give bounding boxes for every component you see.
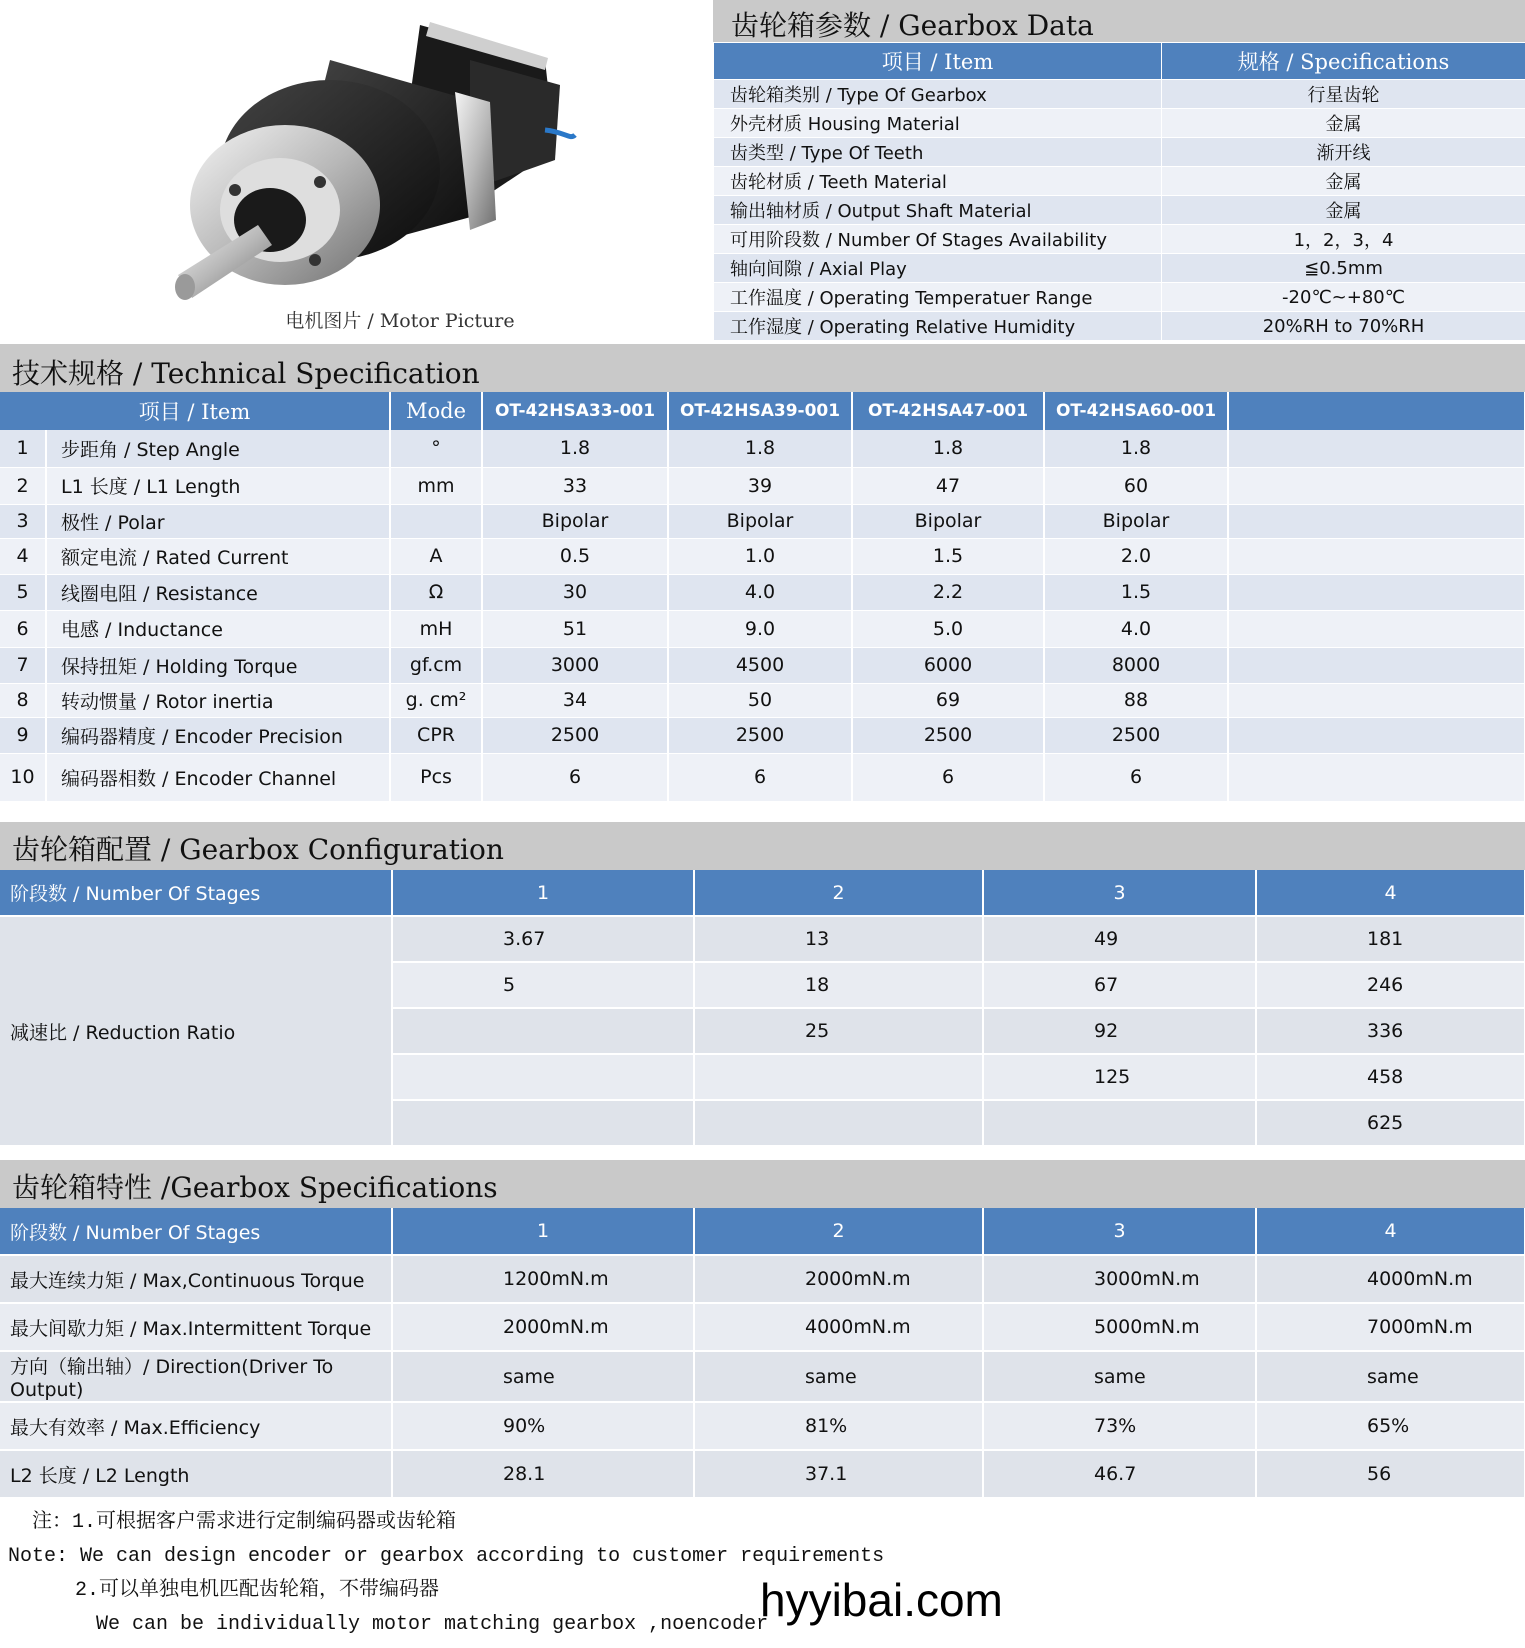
ts-row-number: 7: [0, 647, 46, 683]
gd-item: 齿类型 / Type Of Teeth: [714, 138, 1162, 167]
gc-ratio-value: [392, 1100, 694, 1146]
watermark-text: hyyibai.com: [760, 1574, 1003, 1626]
gd-spec: ≦0.5mm: [1162, 254, 1525, 283]
gs-row: [0, 1402, 1525, 1450]
ts-row-number: 1: [0, 430, 46, 467]
gc-ratio-value: 25: [694, 1008, 983, 1054]
gc-ratio-value: [694, 1100, 983, 1146]
gc-ratio-value: [983, 1100, 1256, 1146]
gs-value: 56: [1256, 1450, 1525, 1498]
ts-item: L1 长度 / L1 Length: [46, 467, 390, 504]
gd-spec: 行星齿轮: [1162, 80, 1525, 109]
ts-value: 88: [1044, 683, 1228, 717]
gd-item: 工作温度 / Operating Temperatuer Range: [714, 283, 1162, 312]
motor-caption: 电机图片 / Motor Picture: [285, 310, 515, 332]
ts-empty-cell: [1228, 753, 1525, 801]
gd-spec: 渐开线: [1162, 138, 1525, 167]
gc-ratio-value: 625: [1256, 1100, 1525, 1146]
ts-empty-cell: [1228, 467, 1525, 504]
gearbox-data-row: [714, 225, 1525, 254]
ts-empty-cell: [1228, 717, 1525, 753]
gs-value: 7000mN.m: [1256, 1303, 1525, 1351]
ts-item: 转动惯量 / Rotor inertia: [46, 683, 390, 717]
tech-spec-row: [0, 717, 1525, 753]
note-line-1: 注：1.可根据客户需求进行定制编码器或齿轮箱: [32, 1511, 457, 1534]
gs-value: 37.1: [694, 1450, 983, 1498]
gc-ratio-value: 3.67: [392, 916, 694, 962]
gs-value: 5000mN.m: [983, 1303, 1256, 1351]
gearbox-data-row: [714, 254, 1525, 283]
gs-stages-label: 阶段数 / Number Of Stages: [0, 1208, 392, 1255]
gc-ratio-value: [392, 1054, 694, 1100]
note-line-4: We can be individually motor matching gearbox ,noencoder: [96, 1613, 769, 1636]
ts-value: 0.5: [482, 538, 668, 574]
gs-row: [0, 1351, 1525, 1402]
ts-value: 1.8: [1044, 430, 1228, 467]
gs-value: 28.1: [392, 1450, 694, 1498]
ts-mode: gf.cm: [390, 647, 482, 683]
ts-col-item: 项目 / Item: [0, 392, 390, 430]
gs-stage: 1: [392, 1208, 694, 1255]
ts-row-number: 8: [0, 683, 46, 717]
gearbox-spec-table: [0, 1208, 1525, 1499]
ts-col-mode: Mode: [390, 392, 482, 430]
ts-value: 2.2: [852, 574, 1044, 610]
motor-image: [0, 0, 712, 320]
ts-value: 6: [1044, 753, 1228, 801]
gearbox-data-row: [714, 138, 1525, 167]
ts-value: 60: [1044, 467, 1228, 504]
ts-row-number: 5: [0, 574, 46, 610]
gc-ratio-value: 49: [983, 916, 1256, 962]
gc-ratio-value: 458: [1256, 1054, 1525, 1100]
gc-ratio-label: 减速比 / Reduction Ratio: [0, 916, 392, 1146]
ts-mode: mm: [390, 467, 482, 504]
ts-value: 2500: [668, 717, 852, 753]
tech-spec-row: [0, 610, 1525, 647]
gs-value: 65%: [1256, 1402, 1525, 1450]
gd-item: 工作湿度 / Operating Relative Humidity: [714, 312, 1162, 341]
ts-value: 30: [482, 574, 668, 610]
gd-item: 齿轮箱类别 / Type Of Gearbox: [714, 80, 1162, 109]
col-header-item: 项目 / Item: [714, 43, 1162, 80]
motor-picture-area: [0, 0, 712, 340]
tech-spec-row: [0, 504, 1525, 538]
ts-value: 6: [668, 753, 852, 801]
ts-item: 编码器相数 / Encoder Channel: [46, 753, 390, 801]
ts-row-number: 2: [0, 467, 46, 504]
ts-col-model-2: OT-42HSA39-001: [668, 392, 852, 430]
gc-ratio-value: 336: [1256, 1008, 1525, 1054]
gs-value: 3000mN.m: [983, 1255, 1256, 1303]
gd-item: 输出轴材质 / Output Shaft Material: [714, 196, 1162, 225]
tech-spec-title: 技术规格 / Technical Specification: [12, 357, 480, 390]
ts-empty-cell: [1228, 610, 1525, 647]
note-line-2: Note: We can design encoder or gearbox according to customer requirements: [8, 1545, 885, 1568]
gs-row-label: L2 长度 / L2 Length: [0, 1450, 392, 1498]
gs-value: same: [392, 1351, 694, 1402]
ts-empty-cell: [1228, 574, 1525, 610]
note-line-3: 2.可以单独电机匹配齿轮箱，不带编码器: [75, 1579, 440, 1602]
ts-value: 8000: [1044, 647, 1228, 683]
gs-row: [0, 1303, 1525, 1351]
ts-value: 1.8: [668, 430, 852, 467]
ts-col-model-4: OT-42HSA60-001: [1044, 392, 1228, 430]
gd-spec: 20%RH to 70%RH: [1162, 312, 1525, 341]
gearbox-spec-body: [0, 1208, 1525, 1498]
ts-mode: A: [390, 538, 482, 574]
ts-row-number: 6: [0, 610, 46, 647]
col-header-spec: 规格 / Specifications: [1162, 43, 1525, 80]
ts-mode: [390, 504, 482, 538]
gearbox-data-body: [714, 80, 1525, 341]
tech-spec-row: [0, 467, 1525, 504]
gearbox-data-row: [714, 283, 1525, 312]
tech-spec-row: [0, 430, 1525, 467]
gd-spec: -20℃~+80℃: [1162, 283, 1525, 312]
ts-value: Bipolar: [1044, 504, 1228, 538]
ts-value: 3000: [482, 647, 668, 683]
tech-spec-body: [0, 430, 1525, 801]
gs-value: 2000mN.m: [694, 1255, 983, 1303]
ts-value: 39: [668, 467, 852, 504]
ts-item: 线圈电阻 / Resistance: [46, 574, 390, 610]
gearbox-data-row: [714, 167, 1525, 196]
ts-empty-cell: [1228, 430, 1525, 467]
ts-empty-cell: [1228, 683, 1525, 717]
tech-spec-row: [0, 683, 1525, 717]
tech-spec-row: [0, 647, 1525, 683]
gc-ratio-value: 18: [694, 962, 983, 1008]
gs-row-label: 最大间歇力矩 / Max.Intermittent Torque: [0, 1303, 392, 1351]
gc-stages-label: 阶段数 / Number Of Stages: [0, 870, 392, 916]
ts-mode: CPR: [390, 717, 482, 753]
ts-value: 4.0: [1044, 610, 1228, 647]
ts-mode: g. cm²: [390, 683, 482, 717]
gearbox-data-row: [714, 109, 1525, 138]
ts-item: 电感 / Inductance: [46, 610, 390, 647]
gc-stage: 2: [694, 870, 983, 916]
ts-value: 51: [482, 610, 668, 647]
ts-item: 额定电流 / Rated Current: [46, 538, 390, 574]
ts-value: 4500: [668, 647, 852, 683]
gs-value: 4000mN.m: [694, 1303, 983, 1351]
ts-value: 69: [852, 683, 1044, 717]
gearbox-data-table: [713, 42, 1525, 341]
tech-spec-table: [0, 392, 1525, 802]
gd-spec: 1，2，3，4: [1162, 225, 1525, 254]
gs-value: 4000mN.m: [1256, 1255, 1525, 1303]
gearbox-data-title: 齿轮箱参数 / Gearbox Data: [731, 9, 1094, 42]
gc-ratio-value: 246: [1256, 962, 1525, 1008]
gc-ratio-value: 67: [983, 962, 1256, 1008]
tech-spec-row: [0, 538, 1525, 574]
gs-value: same: [1256, 1351, 1525, 1402]
gs-stage: 3: [983, 1208, 1256, 1255]
gs-value: 46.7: [983, 1450, 1256, 1498]
gc-stage: 1: [392, 870, 694, 916]
gs-value: 73%: [983, 1402, 1256, 1450]
gearbox-spec-title: 齿轮箱特性 /Gearbox Specifications: [12, 1171, 498, 1204]
gc-ratio-value: 125: [983, 1054, 1256, 1100]
ts-row-number: 4: [0, 538, 46, 574]
ts-mode: mH: [390, 610, 482, 647]
ts-value: 1.5: [852, 538, 1044, 574]
gearbox-config-body: [0, 870, 1525, 1146]
gs-stages-row: [0, 1208, 1525, 1255]
ts-col-model-3: OT-42HSA47-001: [852, 392, 1044, 430]
gs-value: 90%: [392, 1402, 694, 1450]
gc-ratio-value: 92: [983, 1008, 1256, 1054]
ts-value: 1.8: [852, 430, 1044, 467]
gd-spec: 金属: [1162, 196, 1525, 225]
ts-value: 1.8: [482, 430, 668, 467]
gs-value: 81%: [694, 1402, 983, 1450]
gc-stage: 4: [1256, 870, 1525, 916]
ts-value: 6: [482, 753, 668, 801]
ts-value: 2500: [1044, 717, 1228, 753]
ts-value: 5.0: [852, 610, 1044, 647]
ts-value: 47: [852, 467, 1044, 504]
ts-col-model-1: OT-42HSA33-001: [482, 392, 668, 430]
ts-value: 1.0: [668, 538, 852, 574]
gs-row-label: 最大连续力矩 / Max,Continuous Torque: [0, 1255, 392, 1303]
gs-stage: 4: [1256, 1208, 1525, 1255]
ts-empty-cell: [1228, 647, 1525, 683]
ts-value: 1.5: [1044, 574, 1228, 610]
ts-item: 保持扭矩 / Holding Torque: [46, 647, 390, 683]
ts-value: 50: [668, 683, 852, 717]
gs-value: 2000mN.m: [392, 1303, 694, 1351]
ts-value: 2.0: [1044, 538, 1228, 574]
ts-row-number: 3: [0, 504, 46, 538]
ts-empty-cell: [1228, 538, 1525, 574]
gs-row: [0, 1255, 1525, 1303]
ts-item: 步距角 / Step Angle: [46, 430, 390, 467]
ts-value: 2500: [852, 717, 1044, 753]
ts-col-empty: [1228, 392, 1525, 430]
gc-ratio-row: [0, 916, 1525, 962]
gearbox-data-row: [714, 196, 1525, 225]
ts-value: 9.0: [668, 610, 852, 647]
gs-value: 1200mN.m: [392, 1255, 694, 1303]
gs-row-label: 最大有效率 / Max.Efficiency: [0, 1402, 392, 1450]
ts-item: 极性 / Polar: [46, 504, 390, 538]
gs-stage: 2: [694, 1208, 983, 1255]
gearbox-data-row: [714, 80, 1525, 109]
gd-item: 轴向间隙 / Axial Play: [714, 254, 1162, 283]
gc-stage: 3: [983, 870, 1256, 916]
gd-item: 可用阶段数 / Number Of Stages Availability: [714, 225, 1162, 254]
gs-value: same: [694, 1351, 983, 1402]
gs-row: [0, 1450, 1525, 1498]
gc-ratio-value: 181: [1256, 916, 1525, 962]
ts-value: Bipolar: [852, 504, 1044, 538]
gearbox-data-row: [714, 312, 1525, 341]
gc-ratio-value: 5: [392, 962, 694, 1008]
gd-spec: 金属: [1162, 109, 1525, 138]
tech-spec-row: [0, 753, 1525, 801]
ts-row-number: 9: [0, 717, 46, 753]
gd-item: 外壳材质 Housing Material: [714, 109, 1162, 138]
ts-value: 4.0: [668, 574, 852, 610]
ts-value: Bipolar: [482, 504, 668, 538]
gearbox-config-table: [0, 870, 1525, 1147]
ts-row-number: 10: [0, 753, 46, 801]
ts-value: 6000: [852, 647, 1044, 683]
tech-spec-row: [0, 574, 1525, 610]
ts-value: 2500: [482, 717, 668, 753]
ts-value: 6: [852, 753, 1044, 801]
ts-mode: Ω: [390, 574, 482, 610]
ts-empty-cell: [1228, 504, 1525, 538]
gd-item: 齿轮材质 / Teeth Material: [714, 167, 1162, 196]
ts-mode: Pcs: [390, 753, 482, 801]
ts-value: 34: [482, 683, 668, 717]
ts-value: Bipolar: [668, 504, 852, 538]
gc-ratio-value: 13: [694, 916, 983, 962]
gearbox-config-title: 齿轮箱配置 / Gearbox Configuration: [12, 833, 504, 866]
gd-spec: 金属: [1162, 167, 1525, 196]
gs-row-label: 方向（输出轴）/ Direction(Driver To Output): [0, 1351, 392, 1402]
gc-ratio-value: [392, 1008, 694, 1054]
ts-mode: °: [390, 430, 482, 467]
gc-ratio-value: [694, 1054, 983, 1100]
ts-item: 编码器精度 / Encoder Precision: [46, 717, 390, 753]
gs-value: same: [983, 1351, 1256, 1402]
ts-value: 33: [482, 467, 668, 504]
gc-stages-row: [0, 870, 1525, 916]
